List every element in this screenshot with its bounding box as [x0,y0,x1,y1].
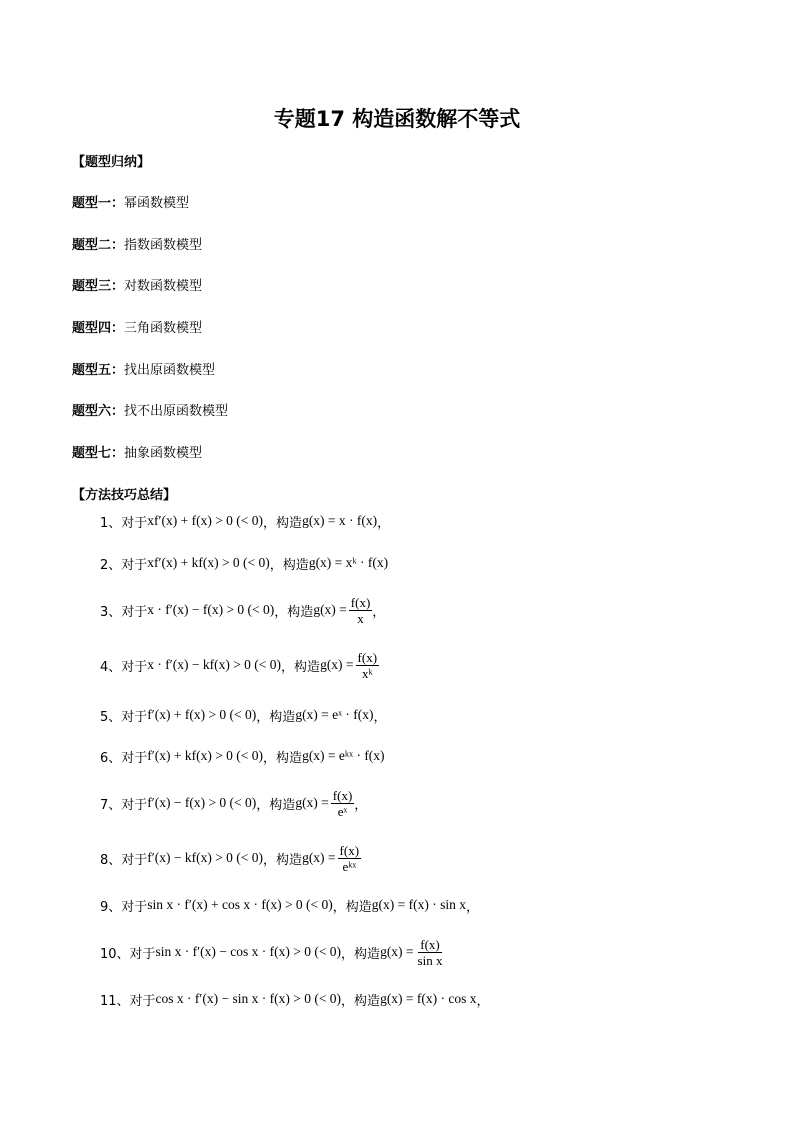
method-mid: ，构造 [256,709,296,725]
method-item [100,887,479,923]
method-condition: sin x · f′(x) + cos x · f(x) > 0 (< 0) [147,897,333,912]
method-mid: ，构造 [263,852,303,868]
method-suffix: ， [377,515,391,531]
method-construct: g(x) = [295,795,329,810]
type-label: 题型一： [72,196,125,211]
method-mid: ，构造 [341,993,381,1009]
method-condition: cos x · f′(x) − sin x · f(x) > 0 (< 0) [155,991,342,1006]
method-item [100,840,361,876]
method-item [100,785,367,821]
type-item [72,400,228,419]
method-prefix: 2、对于 [100,557,148,573]
method-mid: ，构造 [263,515,303,531]
method-prefix: 4、对于 [100,659,148,675]
method-item [100,738,385,774]
fraction-numerator: f(x) [350,594,371,610]
fraction [416,937,445,968]
type-name: 幂函数模型 [124,196,190,211]
type-item [72,442,202,461]
method-mid: ，构造 [269,557,309,573]
method-construct: g(x) = [380,944,414,959]
type-item [72,192,189,211]
method-item [100,934,444,970]
method-condition: xf′(x) + f(x) > 0 (< 0) [147,513,264,528]
method-construct: g(x) = eᵏˣ · f(x) [302,748,385,763]
page-title: 专题17 构造函数解不等式 [273,107,521,131]
method-suffix: ， [373,709,387,725]
method-condition: f′(x) − f(x) > 0 (< 0) [147,795,257,810]
method-suffix: ， [354,797,368,813]
method-item [100,503,390,539]
method-suffix: ， [466,899,480,915]
type-label: 题型六： [72,404,125,419]
fraction-denominator: xᵏ [361,665,373,681]
section-heading-methods: 【方法技巧总结】 [72,488,177,503]
method-suffix: ， [476,993,490,1009]
method-prefix: 3、对于 [100,604,148,620]
method-construct: g(x) = [313,602,347,617]
section-heading-types: 【题型归纳】 [72,155,151,170]
method-mid: ，构造 [274,604,314,620]
fraction-denominator: sin x [417,952,443,968]
method-prefix: 10、对于 [100,946,156,962]
fraction [356,650,380,681]
method-condition: f′(x) + kf(x) > 0 (< 0) [147,748,264,763]
fraction [331,788,355,819]
method-mid: ，构造 [281,659,321,675]
method-prefix: 11、对于 [100,993,156,1009]
method-condition: sin x · f′(x) − cos x · f(x) > 0 (< 0) [155,944,342,959]
method-construct: g(x) = x · f(x) [302,513,378,528]
method-item [100,592,385,628]
type-item [72,275,202,294]
type-label: 题型五： [72,363,125,378]
fraction-numerator: f(x) [357,649,378,665]
method-construct: g(x) = f(x) · sin x [371,897,467,912]
method-condition: x · f′(x) − kf(x) > 0 (< 0) [147,657,282,672]
fraction-numerator: f(x) [339,842,360,858]
fraction-numerator: f(x) [420,936,440,952]
method-prefix: 6、对于 [100,750,148,766]
type-item [72,359,215,378]
type-label: 题型七： [72,446,125,461]
method-mid: ，构造 [256,797,296,813]
method-suffix: ， [372,604,386,620]
fraction-denominator: eˣ [337,803,348,819]
method-item [100,697,387,733]
type-label: 题型三： [72,279,125,294]
type-item [72,234,202,253]
method-mid: ，构造 [263,750,303,766]
fraction [349,595,373,626]
method-prefix: 5、对于 [100,709,148,725]
type-item [72,317,202,336]
method-prefix: 8、对于 [100,852,148,868]
method-condition: f′(x) − kf(x) > 0 (< 0) [147,850,264,865]
method-mid: ，构造 [332,899,372,915]
method-prefix: 7、对于 [100,797,148,813]
method-prefix: 1、对于 [100,515,148,531]
method-condition: f′(x) + f(x) > 0 (< 0) [147,707,257,722]
method-construct: g(x) = [320,657,354,672]
type-name: 对数函数模型 [124,279,203,294]
method-construct: g(x) = [302,850,336,865]
method-construct: g(x) = xᵏ · f(x) [308,555,389,570]
method-item [100,647,379,683]
fraction-denominator: x [357,610,364,626]
method-item [100,545,388,581]
fraction-denominator: eᵏˣ [342,858,357,874]
method-condition: x · f′(x) − f(x) > 0 (< 0) [147,602,275,617]
type-name: 指数函数模型 [124,238,203,253]
type-label: 题型四： [72,321,125,336]
method-construct: g(x) = eˣ · f(x) [295,707,374,722]
type-name: 三角函数模型 [124,321,203,336]
method-condition: xf′(x) + kf(x) > 0 (< 0) [147,555,270,570]
type-name: 抽象函数模型 [124,446,203,461]
method-construct: g(x) = f(x) · cos x [380,991,477,1006]
fraction-numerator: f(x) [332,787,353,803]
method-item [100,981,490,1017]
type-name: 找不出原函数模型 [124,404,229,419]
fraction [338,843,362,874]
type-name: 找出原函数模型 [124,363,216,378]
type-label: 题型二： [72,238,125,253]
method-prefix: 9、对于 [100,899,148,915]
method-mid: ，构造 [341,946,381,962]
